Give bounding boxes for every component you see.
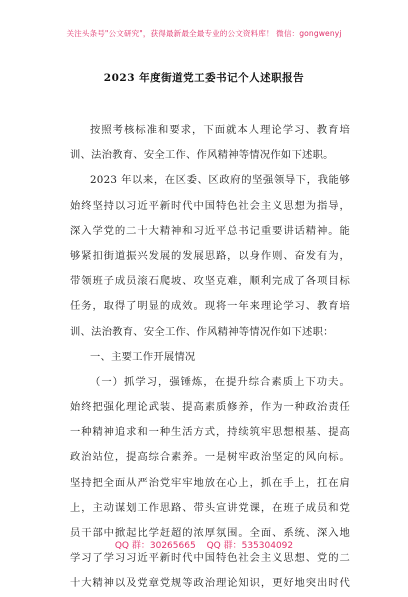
body-line: 政治站位，提高综合素养。一是树牢政治坚定的风向标。 — [70, 451, 350, 464]
body-line: 上，主动谋划工作思路、带头宣讲党课，在班子成员和党 — [70, 501, 350, 514]
body-line: 2023 年以来，在区委、区政府的坚强领导下，我能够 — [90, 174, 350, 187]
body-line: 始终坚持以习近平新时代中国特色社会主义思想为指导， — [70, 199, 350, 212]
body-line: 训、法治教育、安全工作、作风精神等情况作如下述职。 — [70, 149, 334, 162]
section-heading: 一、主要工作开展情况 — [90, 350, 196, 363]
body-line: 十大精神以及党章党规等政治理论知识，更好地突出时代 — [70, 577, 350, 590]
document-body — [70, 118, 350, 597]
body-line: 按照考核标准和要求，下面就本人理论学习、教育培 — [90, 124, 350, 136]
header-banner: 关注头条号"公文研究"，获得最新最全最专业的公文资料库！ 微信：gongwenyj — [66, 29, 342, 38]
body-line: 任务，取得了明显的成效。现将一年来理论学习、教育培 — [70, 300, 350, 313]
body-line: 员干部中掀起比学赶超的浓厚氛围。全面、系统、深入地 — [70, 527, 350, 539]
body-line: 深入学党的二十大精神和习近平总书记重要讲话精神。能 — [70, 224, 350, 237]
subsection-heading: （一）抓学习，强锤炼，在提升综合素质上下功夫。 — [90, 375, 350, 388]
footer-contacts — [0, 538, 408, 551]
body-line: 学习了学习习近平新时代中国特色社会主义思想、党的二 — [70, 552, 350, 565]
document-title: 2023 年度街道党工委书记个人述职报告 — [103, 72, 305, 84]
body-line: 带领班子成员滚石爬坡、攻坚克难，顺利完成了各项目标 — [70, 275, 350, 288]
body-line: 一种精神追求和一种生活方式，持续筑牢思想根基、提高 — [70, 426, 350, 439]
body-line: 训、法治教育、安全工作、作风精神等情况作如下述职： — [70, 325, 334, 338]
footer-qq-group-2: QQ 群：535304092 — [206, 541, 294, 551]
body-line: 够紧扣街道振兴发展的发展思路，以身作则、奋发有为， — [70, 249, 350, 262]
body-line: 坚持把全面从严治党牢牢地放在心上，抓在手上，扛在肩 — [70, 476, 350, 489]
footer-qq-group-1: QQ 群：30265665 — [114, 541, 196, 551]
body-line: 始终把强化理论武装、提高素质修养，作为一种政治责任 — [70, 401, 350, 414]
